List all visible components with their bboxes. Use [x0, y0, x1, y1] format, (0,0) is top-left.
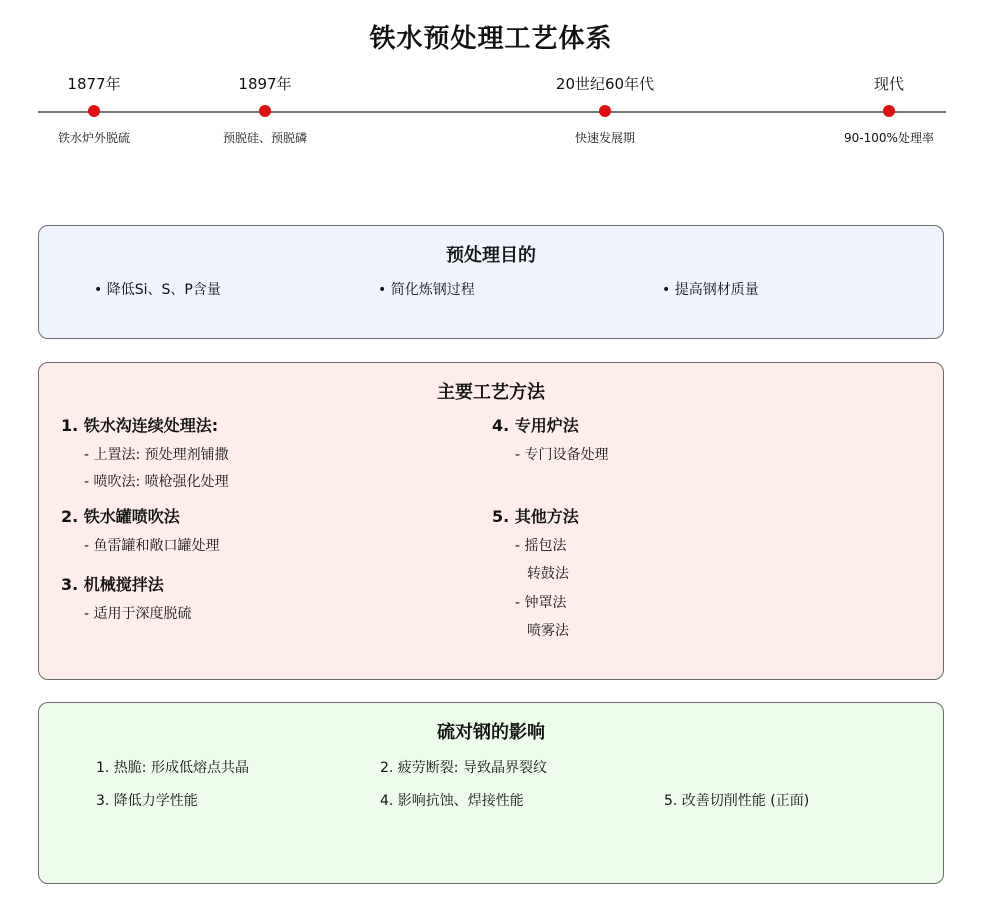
method-3-detail: - 适用于深度脱硫	[84, 606, 192, 622]
sulfur-effects-box	[38, 702, 944, 884]
method-5-detail: - 摇包法	[515, 538, 567, 554]
method-2-detail: - 鱼雷罐和敞口罐处理	[84, 538, 220, 554]
purpose-title: 预处理目的	[446, 245, 536, 266]
method-3-heading: 3. 机械搅拌法	[61, 575, 164, 594]
diagram-title: 铁水预处理工艺体系	[369, 24, 613, 54]
methods-box	[38, 362, 944, 680]
method-5-heading: 5. 其他方法	[492, 507, 579, 526]
timeline-marker	[883, 105, 895, 117]
timeline-year: 1897年	[238, 75, 292, 93]
purpose-item: • 降低Si、S、P含量	[94, 282, 221, 298]
timeline-year: 1877年	[67, 75, 121, 93]
timeline-marker	[259, 105, 271, 117]
timeline-desc: 90-100%处理率	[844, 131, 934, 145]
sulfur-effect-item: 3. 降低力学性能	[96, 793, 198, 809]
timeline-event-1960s	[505, 72, 705, 146]
timeline-event-1897	[165, 72, 365, 146]
timeline-marker	[599, 105, 611, 117]
method-1-detail: - 上置法: 预处理剂铺撒	[84, 447, 229, 463]
sulfur-effect-item: 2. 疲劳断裂: 导致晶界裂纹	[380, 760, 547, 776]
sulfur-effect-item: 5. 改善切削性能 (正面)	[664, 793, 810, 809]
method-5-detail: - 钟罩法	[515, 595, 567, 611]
timeline-year: 现代	[873, 75, 904, 93]
methods-title: 主要工艺方法	[437, 382, 545, 403]
purpose-box	[38, 225, 944, 339]
method-4-heading: 4. 专用炉法	[492, 416, 579, 435]
purpose-item: • 提高钢材质量	[662, 282, 759, 298]
timeline-year: 20世纪60年代	[555, 75, 655, 93]
timeline-desc: 预脱硅、预脱磷	[222, 131, 307, 145]
method-2-heading: 2. 铁水罐喷吹法	[61, 507, 180, 526]
method-5-detail: 喷雾法	[527, 623, 569, 639]
sulfur-title: 硫对钢的影响	[437, 722, 545, 743]
method-1-heading: 1. 铁水沟连续处理法:	[61, 416, 219, 435]
method-1-detail: - 喷吹法: 喷枪强化处理	[84, 474, 229, 490]
purpose-item: • 简化炼钢过程	[378, 282, 475, 298]
timeline-desc: 快速发展期	[574, 131, 635, 145]
timeline-marker	[88, 105, 100, 117]
method-4-detail: - 专门设备处理	[515, 447, 609, 463]
method-5-detail: 转鼓法	[527, 566, 569, 582]
sulfur-effect-item: 4. 影响抗蚀、焊接性能	[380, 793, 524, 809]
timeline-event-modern	[789, 72, 989, 146]
sulfur-effect-item: 1. 热脆: 形成低熔点共晶	[96, 760, 249, 776]
timeline-desc: 铁水炉外脱硫	[57, 131, 130, 145]
